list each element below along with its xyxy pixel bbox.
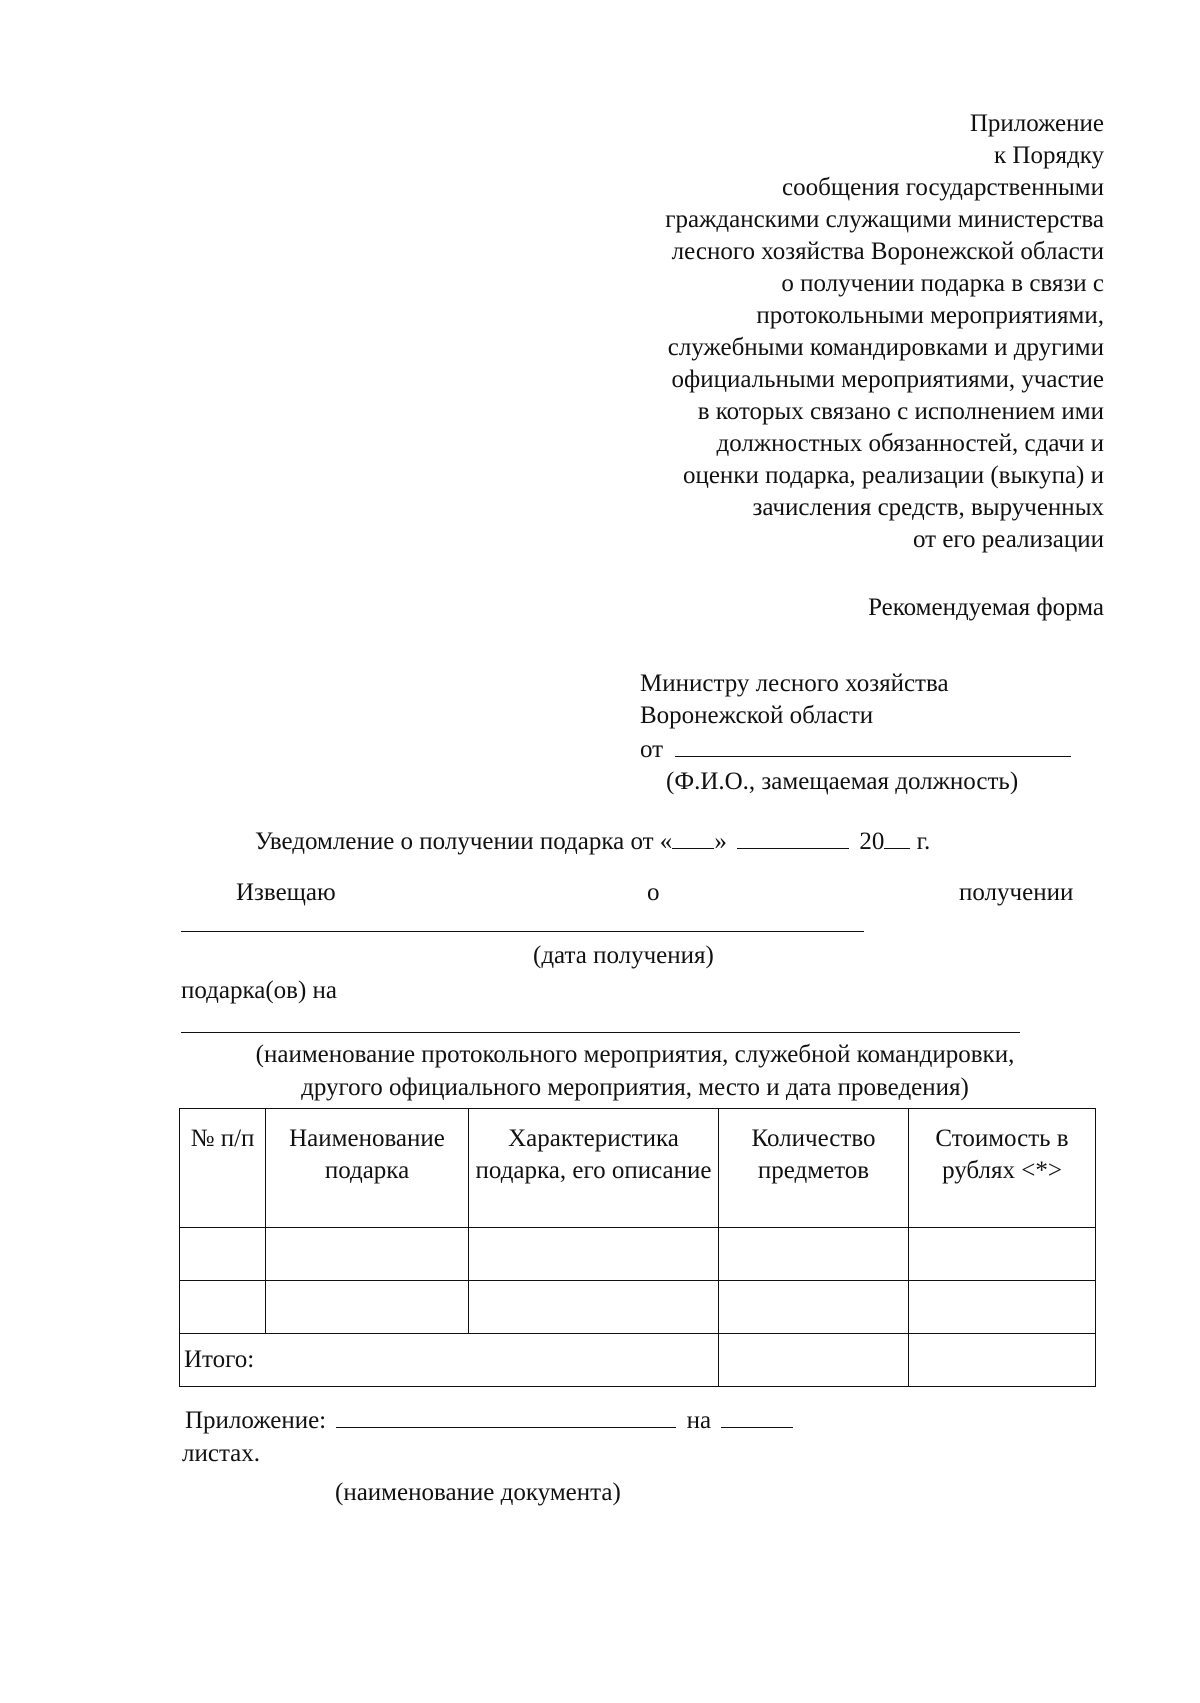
fio-caption: (Ф.И.О., замещаемая должность) [666, 768, 1019, 795]
col-header-cost: Стоимость в рублях <*> [909, 1109, 1096, 1228]
attachment-document-field[interactable] [336, 1403, 676, 1428]
appendix-header [665, 108, 1104, 556]
col-header-number: № п/п [180, 1109, 266, 1228]
recommended-form-label: Рекомендуемая форма [868, 594, 1104, 621]
table-row [180, 1228, 1096, 1281]
table-cell[interactable] [719, 1281, 909, 1334]
appendix-line: служебными командировками и другими [667, 334, 1104, 361]
title-year-suffix: г. [916, 828, 931, 855]
notify-word-1: Извещаю [236, 879, 336, 906]
attachment-on-label: на [686, 1407, 712, 1434]
sheets-label: листах. [182, 1440, 261, 1467]
appendix-line: Приложение [969, 110, 1104, 137]
appendix-line: оценки подарка, реализации (выкупа) и [682, 462, 1104, 489]
col-header-name: Наименование подарка [266, 1109, 469, 1228]
attachment-sheets-field[interactable] [721, 1403, 793, 1428]
from-fio-field[interactable] [675, 732, 1071, 757]
year-field[interactable] [884, 824, 910, 849]
table-cell[interactable] [909, 1281, 1096, 1334]
table-row [180, 1281, 1096, 1334]
month-field[interactable] [737, 824, 849, 849]
table-cell[interactable] [719, 1228, 909, 1281]
addressee-line-2: Воронежской области [640, 702, 874, 729]
document-name-caption: (наименование документа) [335, 1479, 621, 1506]
date-caption: (дата получения) [533, 942, 714, 969]
total-quantity-cell[interactable] [719, 1334, 909, 1387]
gifts-on-label: подарка(ов) на [181, 977, 338, 1004]
addressee-block [640, 668, 1071, 764]
appendix-line: в которых связано с исполнением ими [697, 398, 1104, 425]
attachment-line [185, 1403, 793, 1437]
addressee-from-line [640, 732, 1071, 764]
title-year-prefix: 20 [859, 828, 885, 855]
col-header-description: Характеристика подарка, его описание [469, 1109, 719, 1228]
appendix-line: гражданскими служащими министерства [665, 206, 1104, 233]
appendix-line: официальными мероприятиями, участие [671, 366, 1104, 393]
col-header-quantity: Количество предметов [719, 1109, 909, 1228]
notice-title [255, 824, 930, 858]
event-caption-line-2: другого официального мероприятия, место и дата проведения) [301, 1074, 969, 1101]
event-name-field[interactable] [181, 1032, 1020, 1033]
table-cell[interactable] [266, 1281, 469, 1334]
table-cell[interactable] [469, 1281, 719, 1334]
title-prefix: Уведомление о получении подарка от « [255, 828, 673, 855]
table-cell[interactable] [266, 1228, 469, 1281]
appendix-line: о получении подарка в связи с [781, 270, 1104, 297]
table-total-row [180, 1334, 1096, 1387]
appendix-line: сообщения государственными [782, 174, 1104, 201]
addressee-line-1: Министру лесного хозяйства [640, 670, 949, 697]
date-received-field[interactable] [181, 931, 864, 932]
table-cell[interactable] [180, 1281, 266, 1334]
event-caption [180, 1038, 1090, 1104]
table-cell[interactable] [180, 1228, 266, 1281]
appendix-line: должностных обязанностей, сдачи и [716, 430, 1104, 457]
appendix-line: лесного хозяйства Воронежской области [671, 238, 1104, 265]
total-cost-cell[interactable] [909, 1334, 1096, 1387]
event-caption-line-1: (наименование протокольного мероприятия, служебной командировки, [255, 1041, 1015, 1068]
appendix-line: к Порядку [994, 142, 1104, 169]
notify-word-2: о [647, 879, 660, 906]
appendix-line: от его реализации [912, 526, 1104, 553]
from-label: от [640, 736, 664, 763]
table-cell[interactable] [469, 1228, 719, 1281]
total-label: Итого: [180, 1334, 719, 1387]
day-field[interactable] [672, 824, 714, 849]
gifts-table [179, 1108, 1096, 1387]
appendix-line: зачисления средств, вырученных [752, 494, 1104, 521]
notify-word-3: получении [959, 879, 1074, 906]
appendix-line: протокольными мероприятиями, [756, 302, 1104, 329]
table-cell[interactable] [909, 1228, 1096, 1281]
title-quote-close: » [714, 828, 727, 855]
table-header-row [180, 1109, 1096, 1228]
attachment-label: Приложение: [185, 1407, 327, 1434]
